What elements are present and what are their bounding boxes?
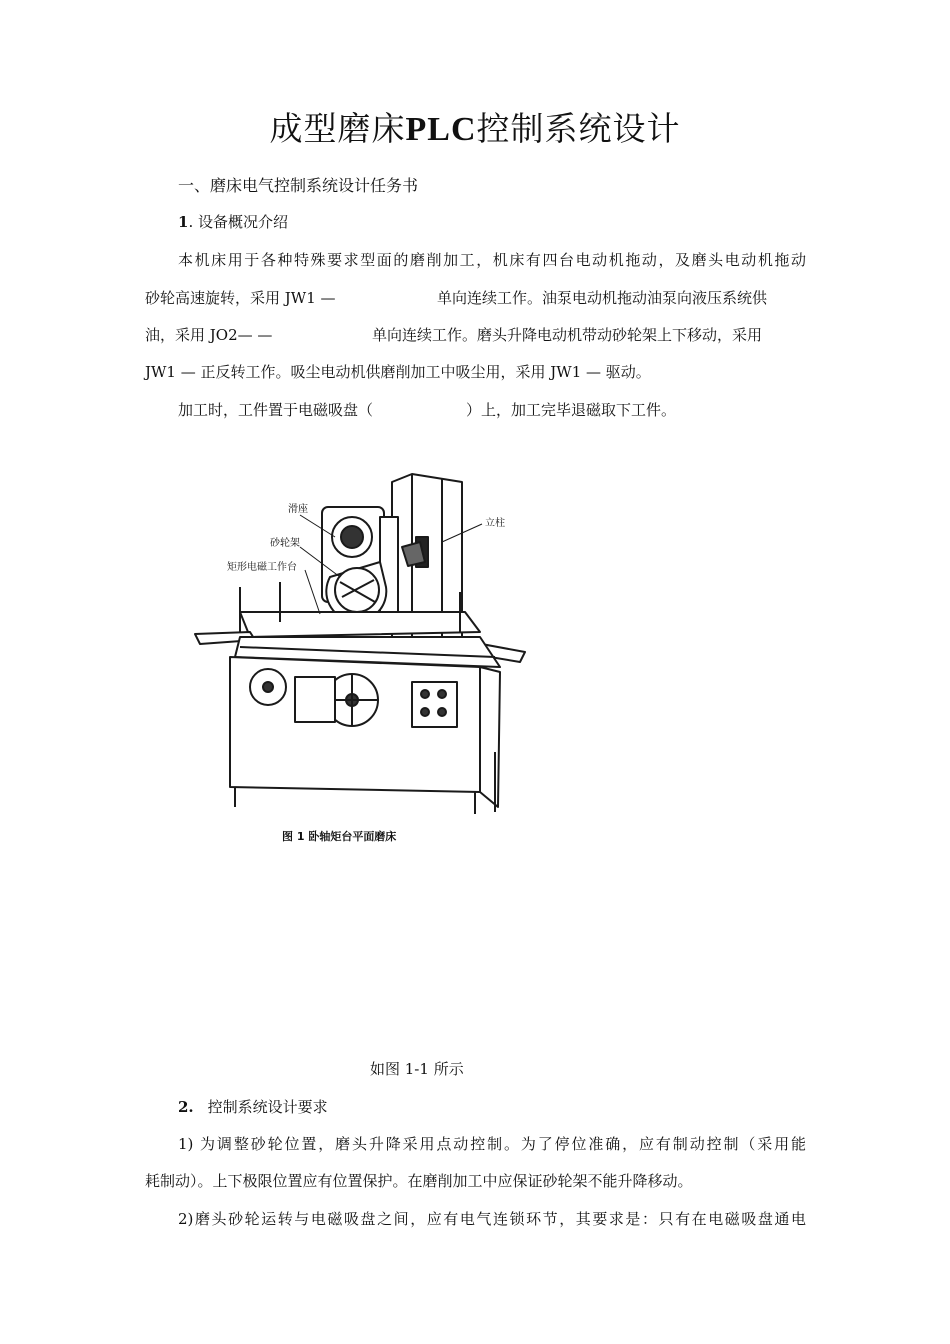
label-wheel-frame: 砂轮架 bbox=[270, 538, 300, 549]
para1-line4: JW1 — 正反转工作。吸尘电动机供磨削加工中吸尘用，采用 JW1 — 驱动。 bbox=[145, 363, 651, 381]
para2-a: 加工时，工件置于电磁吸盘（ bbox=[178, 401, 374, 419]
label-column: 立柱 bbox=[485, 518, 505, 529]
magnetic-table bbox=[240, 612, 480, 637]
subsection-2-heading: 2. 控制系统设计要求 bbox=[178, 1098, 328, 1116]
para2-b: ）上，加工完毕退磁取下工件。 bbox=[466, 401, 677, 419]
para1-line1: 本机床用于各种特殊要求型面的磨削加工，机床有四台电动机拖动，及磨头电动机拖动 bbox=[178, 251, 806, 269]
requirement-2-line1: 2)磨头砂轮运转与电磁吸盘之间，应有电气连锁环节，其要求是：只有在电磁吸盘通电 bbox=[178, 1210, 806, 1228]
label-magnetic-table: 矩形电磁工作台 bbox=[227, 562, 297, 573]
section-heading: 一、磨床电气控制系统设计任务书 bbox=[178, 176, 419, 195]
figure-caption: 如图 1-1 所示 bbox=[370, 1060, 464, 1078]
requirement-1-line1: 1) 为调整砂轮位置，磨头升降采用点动控制。为了停位准确，应有制动控制（采用能 bbox=[178, 1135, 806, 1153]
figure-inner-caption: 图 1 卧轴矩台平面磨床 bbox=[282, 830, 397, 843]
grinder-illustration bbox=[180, 462, 550, 857]
control-panel bbox=[412, 682, 457, 727]
label-slide: 滑座 bbox=[288, 504, 308, 515]
requirement-1-line2: 耗制动）。上下极限位置应有位置保护。在磨削加工中应保证砂轮架不能升降移动。 bbox=[145, 1172, 693, 1190]
para1-line2-a: 砂轮高速旋转，采用 JW1 — bbox=[145, 289, 336, 307]
subsection-1-heading: 1. 设备概况介绍 bbox=[178, 213, 288, 231]
page-title: 成型磨床PLC控制系统设计 bbox=[269, 109, 681, 148]
para1-line3-a: 油，采用 JO2— — bbox=[145, 326, 273, 344]
para1-line2-b: 单向连续工作。油泵电动机拖动油泵向液压系统供 bbox=[437, 289, 768, 307]
para1-line3-b: 单向连续工作。磨头升降电动机带动砂轮架上下移动，采用 bbox=[372, 326, 763, 344]
